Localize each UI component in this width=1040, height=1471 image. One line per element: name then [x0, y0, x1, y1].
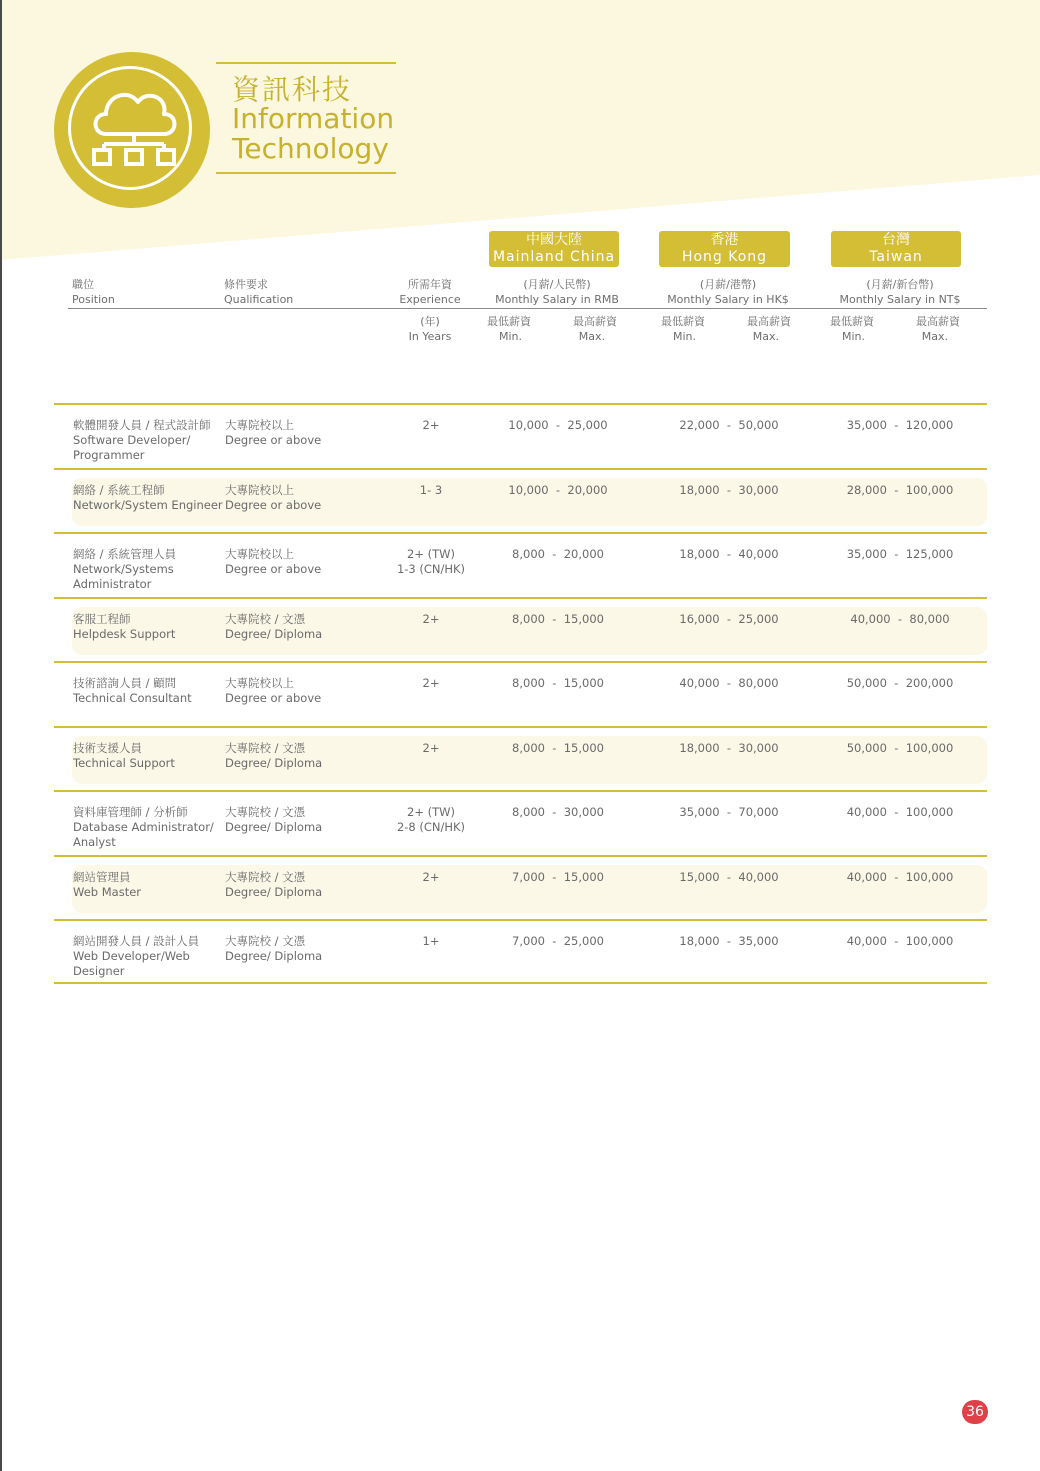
qualification-zh: 大專院校 / 文憑 [225, 934, 306, 948]
position-en-cont: Programmer [73, 448, 145, 462]
region-badge-hong-kong [659, 231, 790, 267]
salary-range-tw: 35,000 - 120,000 [846, 418, 954, 432]
qualification-cell [225, 418, 375, 448]
header-salary-cn [474, 277, 640, 307]
qualification-en: Degree/ Diploma [225, 756, 323, 770]
qualification-cell [225, 934, 375, 964]
position-en: Database Administrator/ [73, 820, 214, 834]
header-max-zh: 最高薪資 [916, 315, 960, 328]
header-min-en: Min. [673, 330, 697, 343]
position-en: Web Master [73, 885, 142, 899]
position-en: Network/Systems [73, 562, 174, 576]
salary-range-hk: 22,000 - 50,000 [679, 418, 779, 432]
qualification-zh: 大專院校以上 [225, 483, 294, 497]
experience-value: 2+ (TW) [407, 805, 455, 819]
salary-range-cn: 8,000 - 15,000 [512, 612, 604, 626]
position-cell [73, 870, 223, 900]
region-en: Mainland China [492, 249, 616, 265]
experience-value: 2+ [422, 741, 440, 755]
section-title-zh: 資訊科技 [232, 73, 353, 106]
salary-unit-en: Monthly Salary in NT$ [839, 293, 961, 306]
header-max-en: Max. [752, 330, 779, 343]
section-title-en [232, 104, 394, 164]
salary-unit-zh: (月薪/新台幣) [866, 278, 934, 291]
header-max-cn [573, 314, 617, 344]
header-qualification-zh: 條件要求 [224, 278, 268, 291]
header-min-zh: 最低薪資 [830, 315, 874, 328]
header-years-en: In Years [408, 330, 452, 343]
position-cell [73, 934, 223, 979]
salary-range-hk: 18,000 - 40,000 [679, 547, 779, 561]
qualification-en: Degree/ Diploma [225, 820, 323, 834]
salary-range-hk: 16,000 - 25,000 [679, 612, 779, 626]
region-zh: 香港 [710, 232, 739, 248]
experience-value-cont: 2-8 (CN/HK) [396, 820, 466, 834]
qualification-en: Degree or above [225, 691, 322, 705]
position-cell [73, 741, 223, 771]
position-zh: 技術諮詢人員 / 顧問 [73, 676, 177, 690]
position-cell [73, 483, 223, 513]
salary-range-cn: 10,000 - 20,000 [508, 483, 608, 497]
experience-value-cont: 1-3 (CN/HK) [396, 562, 466, 576]
header-max-tw [916, 314, 960, 344]
qualification-zh: 大專院校以上 [225, 676, 294, 690]
header-min-tw [830, 314, 874, 344]
experience-value: 2+ [422, 870, 440, 884]
salary-range-tw: 40,000 - 80,000 [850, 612, 950, 626]
position-en-cont: Administrator [73, 577, 152, 591]
qualification-zh: 大專院校 / 文憑 [225, 805, 306, 819]
position-zh: 軟體開發人員 / 程式設計師 [73, 418, 211, 432]
table-row [54, 790, 987, 856]
header-qualification [224, 277, 293, 307]
qualification-en: Degree/ Diploma [225, 627, 323, 641]
qualification-en: Degree/ Diploma [225, 885, 323, 899]
position-cell [73, 612, 223, 642]
header-position-zh: 職位 [72, 278, 94, 291]
table-row [54, 403, 987, 469]
salary-range-hk: 18,000 - 35,000 [679, 934, 779, 948]
position-zh: 技術支援人員 [73, 741, 142, 755]
position-cell [73, 418, 223, 463]
salary-unit-en: Monthly Salary in HK$ [667, 293, 789, 306]
salary-range-tw: 40,000 - 100,000 [846, 870, 954, 884]
salary-range-cn: 8,000 - 20,000 [512, 547, 604, 561]
qualification-cell [225, 483, 375, 513]
salary-range-tw: 40,000 - 100,000 [846, 934, 954, 948]
salary-range-cn: 10,000 - 25,000 [508, 418, 608, 432]
header-position-en: Position [72, 293, 115, 306]
salary-range-hk: 18,000 - 30,000 [679, 741, 779, 755]
salary-range-cn: 7,000 - 25,000 [512, 934, 604, 948]
position-en: Technical Consultant [73, 691, 192, 705]
region-badge-taiwan [831, 231, 961, 267]
qualification-zh: 大專院校 / 文憑 [225, 741, 306, 755]
category-logo [54, 52, 210, 208]
table-row [54, 726, 987, 792]
position-zh: 網站管理員 [73, 870, 131, 884]
header-experience-en: Experience [399, 293, 461, 306]
salary-unit-zh: (月薪/港幣) [699, 278, 757, 291]
cloud-network-icon [84, 74, 184, 174]
position-cell [73, 676, 223, 706]
salary-range-tw: 35,000 - 125,000 [846, 547, 954, 561]
position-cell [73, 805, 223, 850]
table-row [54, 597, 987, 663]
salary-range-cn: 8,000 - 15,000 [512, 676, 604, 690]
header-position [72, 277, 115, 307]
header-salary-hk [645, 277, 811, 307]
position-zh: 網絡 / 系統工程師 [73, 483, 165, 497]
header-salary-tw [817, 277, 983, 307]
header-min-cn [487, 314, 531, 344]
salary-range-cn: 8,000 - 30,000 [512, 805, 604, 819]
section-title [216, 62, 396, 174]
position-en-cont: Analyst [73, 835, 116, 849]
position-en: Network/System Engineer [73, 498, 223, 512]
salary-unit-en: Monthly Salary in RMB [495, 293, 619, 306]
experience-value: 2+ [422, 612, 440, 626]
page-edge-rule [0, 0, 2, 1471]
qualification-zh: 大專院校以上 [225, 418, 294, 432]
qualification-en: Degree/ Diploma [225, 949, 323, 963]
table-row [54, 919, 987, 985]
salary-range-tw: 28,000 - 100,000 [846, 483, 954, 497]
header-max-en: Max. [578, 330, 605, 343]
region-zh: 台灣 [882, 232, 910, 248]
header-experience [390, 277, 470, 307]
qualification-cell [225, 805, 375, 835]
position-zh: 網絡 / 系統管理人員 [73, 547, 177, 561]
qualification-en: Degree or above [225, 498, 322, 512]
header-max-en: Max. [921, 330, 948, 343]
header-min-en: Min. [499, 330, 523, 343]
experience-value: 2+ (TW) [407, 547, 455, 561]
table-row [54, 468, 987, 534]
salary-range-cn: 7,000 - 15,000 [512, 870, 604, 884]
position-en: Helpdesk Support [73, 627, 176, 641]
qualification-zh: 大專院校 / 文憑 [225, 612, 306, 626]
table-bottom-rule [54, 982, 987, 984]
qualification-cell [225, 547, 375, 577]
position-en-cont: Designer [73, 964, 125, 978]
qualification-en: Degree or above [225, 433, 322, 447]
table-row [54, 532, 987, 598]
header-max-hk [747, 314, 791, 344]
region-badge-mainland-china [489, 231, 619, 267]
page-number-badge: 36 [962, 1400, 988, 1424]
position-en: Technical Support [73, 756, 175, 770]
salary-range-cn: 8,000 - 15,000 [512, 741, 604, 755]
qualification-en: Degree or above [225, 562, 322, 576]
region-en: Hong Kong [681, 249, 768, 265]
region-en: Taiwan [869, 249, 923, 265]
position-zh: 資料庫管理師 / 分析師 [73, 805, 188, 819]
section-title-en-line1: Information [232, 102, 395, 135]
table-row [54, 855, 987, 921]
header-qualification-en: Qualification [224, 293, 294, 306]
experience-value: 2+ [422, 418, 440, 432]
header-min-zh: 最低薪資 [661, 315, 705, 328]
experience-value: 2+ [422, 676, 440, 690]
experience-value: 1- 3 [419, 483, 443, 497]
qualification-zh: 大專院校 / 文憑 [225, 870, 306, 884]
qualification-cell [225, 676, 375, 706]
header-experience-zh: 所需年資 [408, 278, 452, 291]
qualification-zh: 大專院校以上 [225, 547, 294, 561]
header-min-zh: 最低薪資 [487, 315, 531, 328]
position-en: Software Developer/ [73, 433, 191, 447]
qualification-cell [225, 612, 375, 642]
header-divider [68, 308, 987, 309]
salary-range-tw: 40,000 - 100,000 [846, 805, 954, 819]
header-min-hk [661, 314, 705, 344]
section-title-en-line2: Technology [232, 132, 389, 165]
header-max-zh: 最高薪資 [573, 315, 617, 328]
salary-range-tw: 50,000 - 200,000 [846, 676, 954, 690]
experience-value: 1+ [422, 934, 440, 948]
header-min-en: Min. [842, 330, 866, 343]
position-en: Web Developer/Web [73, 949, 190, 963]
salary-range-hk: 18,000 - 30,000 [679, 483, 779, 497]
salary-range-tw: 50,000 - 100,000 [846, 741, 954, 755]
qualification-cell [225, 870, 375, 900]
position-zh: 網站開發人員 / 設計人員 [73, 934, 200, 948]
position-cell [73, 547, 223, 592]
header-years [390, 314, 470, 344]
qualification-cell [225, 741, 375, 771]
header-max-zh: 最高薪資 [747, 315, 791, 328]
region-zh: 中國大陸 [526, 232, 582, 248]
position-zh: 客服工程師 [73, 612, 131, 626]
salary-range-hk: 35,000 - 70,000 [679, 805, 779, 819]
salary-unit-zh: (月薪/人民幣) [523, 278, 591, 291]
header-years-zh: (年) [420, 315, 440, 328]
table-row [54, 661, 987, 727]
salary-range-hk: 15,000 - 40,000 [679, 870, 779, 884]
salary-range-hk: 40,000 - 80,000 [679, 676, 779, 690]
